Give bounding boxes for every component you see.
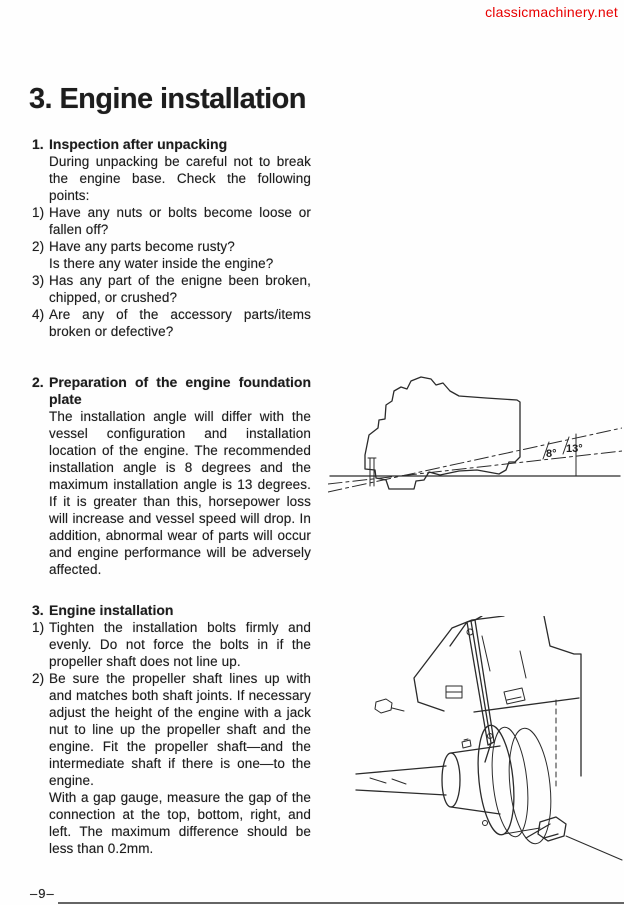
gauge-pivot: [467, 629, 473, 635]
section1-intro: During unpacking be careful not to break the engine base. Check the following points:: [49, 154, 311, 203]
engine-bolt: [375, 699, 404, 713]
section2-heading: [32, 374, 311, 408]
propeller-shaft: [356, 766, 446, 795]
engine-block-outline: [414, 616, 581, 776]
item-marker: 1): [32, 620, 45, 635]
item-paragraph: With a gap gauge, measure the gap of the connection at the top, bottom, right, and left. The maximum difference should be less than 0.2mm.: [49, 790, 311, 856]
section1-number: 1.: [32, 136, 44, 152]
item-marker: 4): [32, 307, 45, 322]
item-text: [49, 238, 311, 272]
item-paragraph: Be sure the propeller shaft lines up with and matches both shaft joints. If necessary adjust the height of the engine with a jack nut to line up the propeller shaft and the engine. Fit the propeller shaft—and the intermediate shaft if there is one—to the engine.: [49, 671, 311, 788]
page-number: –9–: [30, 886, 55, 901]
installation-angle-diagram: [328, 358, 622, 526]
angle-8-line: [328, 451, 622, 484]
item-text: Are any of the accessory parts/items broken or defective?: [49, 307, 311, 339]
item-line: Have any parts become rusty?: [49, 239, 235, 254]
item-marker: 1): [32, 205, 45, 220]
section3-number: 3.: [32, 602, 44, 618]
section1-heading: [32, 136, 311, 153]
list-item: [32, 238, 311, 272]
item-marker: 2): [32, 671, 45, 686]
item-text: Have any nuts or bolts become loose or fallen off?: [49, 205, 311, 237]
engine-flange: [504, 726, 556, 846]
flange-bolt-hole: [483, 821, 488, 826]
section2-number: 2.: [32, 374, 44, 390]
section3-heading: [32, 602, 311, 619]
item-line: Is there any water inside the engine?: [49, 256, 274, 271]
watermark-text: classicmachinery.net: [485, 4, 618, 20]
engine-block-detail: [482, 636, 526, 678]
engine-bolt: [446, 686, 462, 698]
hub-end-face: [442, 753, 460, 807]
section2-heading-text: Preparation of the engine foundation plate: [49, 374, 311, 407]
section-foundation-plate: [32, 374, 311, 578]
list-item: [32, 272, 311, 306]
section-engine-installation: [32, 602, 311, 857]
shaft-hatch: [370, 778, 406, 784]
item-text: [49, 670, 311, 857]
item-marker: 3): [32, 273, 45, 288]
list-item: [32, 204, 311, 238]
engine-bolt: [504, 688, 525, 704]
section1-heading-text: Inspection after unpacking: [49, 136, 228, 152]
list-item: [32, 306, 311, 340]
list-item: [32, 619, 311, 670]
gap-gauge: [450, 616, 494, 762]
section2-body: The installation angle will differ with the vessel configuration and installation location of the engine. The recommended installation angle is 8 degrees and the maximum installation angle is 13 degrees. If it is greater than this, horsepower loss will increase and vessel speed will drop. In addition, abnormal wear of parts will occur and engine performance will be adversely affected.: [49, 409, 311, 577]
angle-8-label: 8°: [546, 448, 557, 460]
angle-13-line: [328, 428, 622, 492]
engine-profile-outline: [365, 377, 520, 489]
item-text: Tighten the installation bolts firmly and evenly. Do not force the bolts in if the propeller shaft does not line up.: [49, 620, 311, 669]
hub-key-bolt: [462, 739, 471, 748]
angle-13-label: 13°: [566, 443, 583, 455]
page-title: 3. Engine installation: [29, 83, 306, 115]
item-marker: 2): [32, 239, 45, 254]
list-item: [32, 670, 311, 857]
section3-heading-text: Engine installation: [49, 602, 174, 618]
scan-edge-line: [58, 902, 624, 904]
item-text: Has any part of the enigne been broken, chipped, or crushed?: [49, 273, 311, 305]
coupling-gap-diagram: [354, 616, 624, 880]
section-inspection: [32, 136, 311, 340]
flange-front: [473, 724, 518, 837]
